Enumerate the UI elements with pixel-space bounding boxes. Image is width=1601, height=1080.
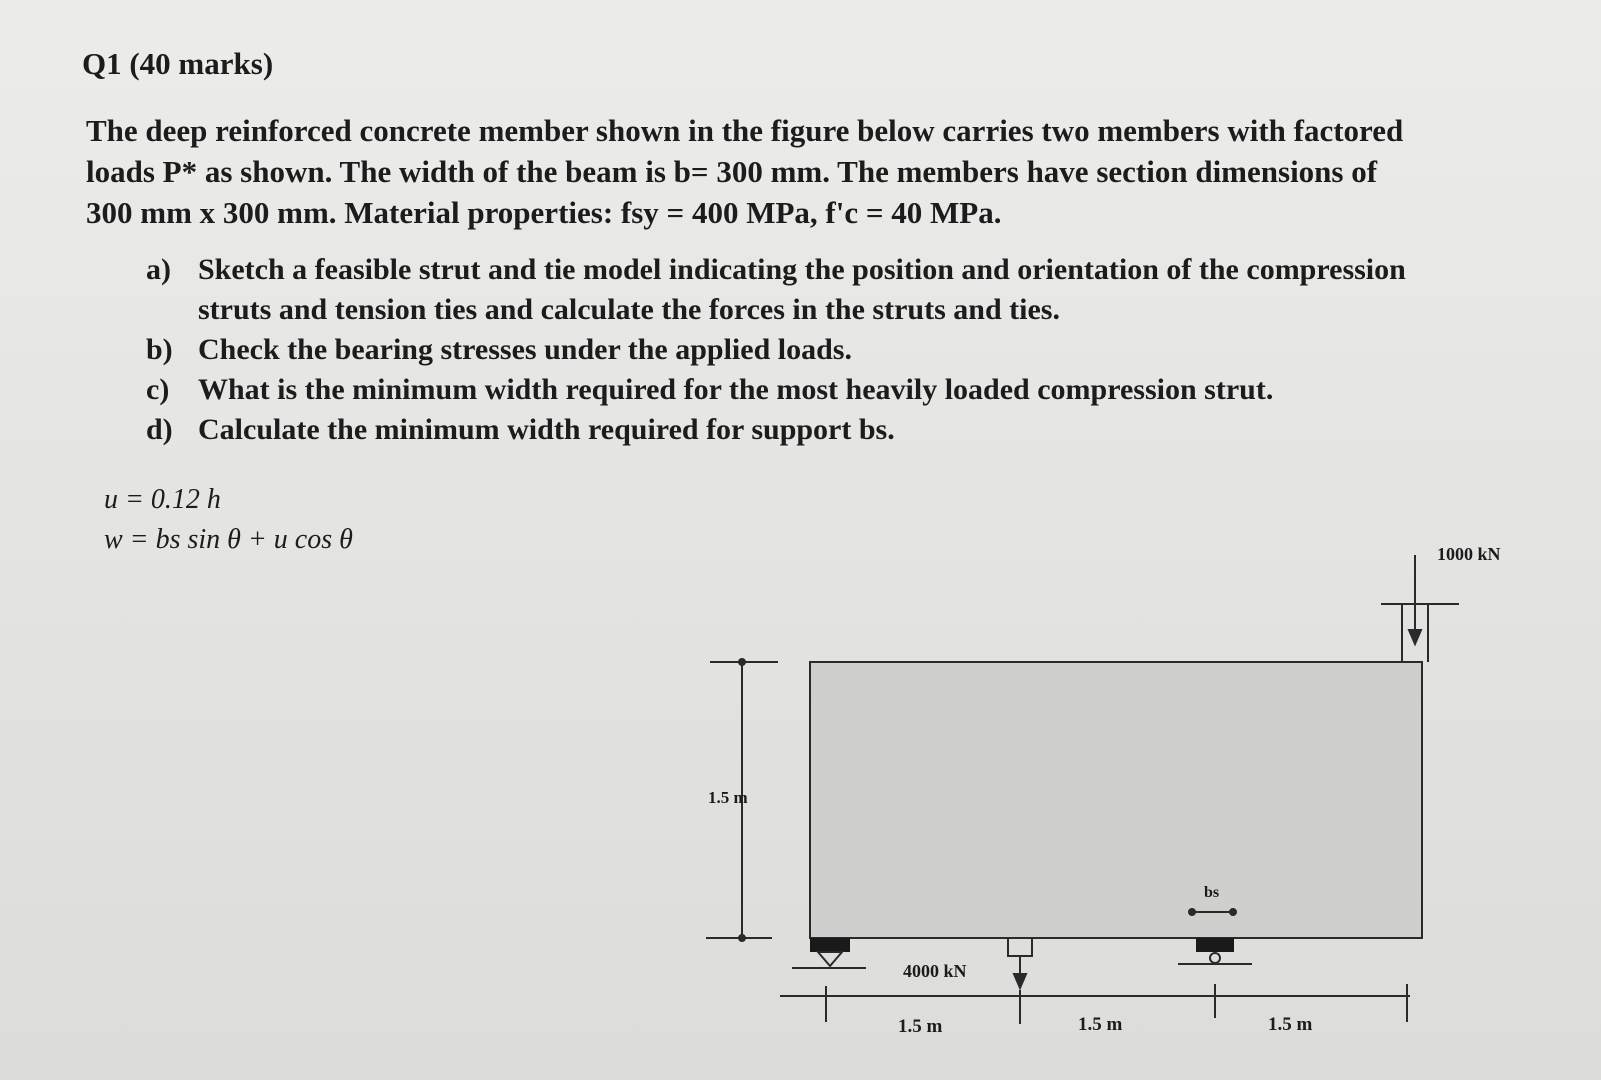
formula-u: u = 0.12 h xyxy=(104,484,221,515)
bottom-load-arrow-icon xyxy=(1014,956,1026,988)
span-label: 1.5 m xyxy=(1268,1014,1313,1035)
intro-line: loads P* as shown. The width of the beam is b= 300 mm. The members have section dimensions of xyxy=(86,154,1378,189)
part-text: What is the minimum width required for the most heavily loaded compression strut. xyxy=(198,373,1274,406)
bottom-column xyxy=(1008,938,1032,956)
span-label: 1.5 m xyxy=(898,1016,943,1037)
part-text: Calculate the minimum width required for support bs. xyxy=(198,413,895,446)
bottom-load-label: 4000 kN xyxy=(903,961,967,981)
deep-beam xyxy=(810,662,1422,938)
left-support xyxy=(792,938,866,968)
part-text: Sketch a feasible strut and tie model indicating the position and orientation of the compression xyxy=(198,253,1406,286)
part-label: a) xyxy=(146,253,171,286)
top-load-arrow-icon xyxy=(1409,555,1421,644)
part-label: c) xyxy=(146,373,170,406)
support-width-label: bs xyxy=(1204,884,1220,901)
right-support xyxy=(1178,938,1252,964)
formula-w: w = bs sin θ + u cos θ xyxy=(104,524,353,555)
intro-line: 300 mm x 300 mm. Material properties: fsy = 400 MPa, f'c = 40 MPa. xyxy=(86,195,1002,230)
intro-line: The deep reinforced concrete member shown in the figure below carries two members with factored xyxy=(86,113,1404,148)
part-text: Check the bearing stresses under the applied loads. xyxy=(198,333,852,366)
part-label: d) xyxy=(146,413,173,446)
part-text: struts and tension ties and calculate the forces in the struts and ties. xyxy=(198,293,1060,326)
part-label: b) xyxy=(146,333,173,366)
top-load-label: 1000 kN xyxy=(1437,544,1501,564)
span-label: 1.5 m xyxy=(1078,1014,1123,1035)
question-title: Q1 (40 marks) xyxy=(82,46,274,81)
height-dimension-label: 1.5 m xyxy=(708,788,748,807)
